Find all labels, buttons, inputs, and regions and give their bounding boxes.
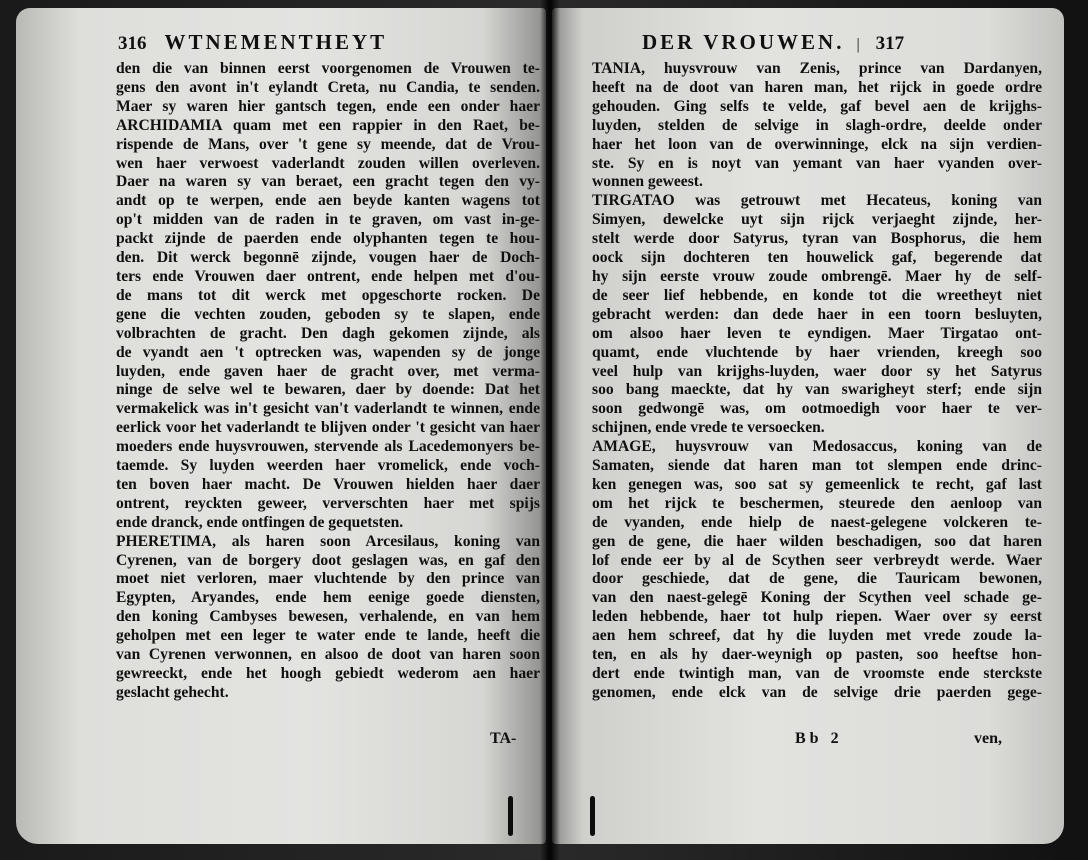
text-line: ARCHIDAMIA quam met een rappier in den Raet, be- bbox=[116, 116, 540, 134]
text-line: Samaten, siende dat haren man tot slempen ende drinc- bbox=[592, 457, 1042, 475]
text-line: de seer lief hebbende, en konde tot die wreetheyt niet bbox=[592, 286, 1042, 304]
text-line: ste. Sy en is noyt van yemant van haer vyanden over- bbox=[592, 154, 1042, 172]
text-line: TIRGATAO was getrouwt met Hecateus, koning van bbox=[592, 192, 1042, 210]
text-line: TANIA, huysvrouw van Zenis, prince van Dardanyen, bbox=[592, 60, 1042, 77]
text-line: leden hebbende, haer tot hulp riepen. Waer over sy eerst bbox=[592, 608, 1042, 626]
text-line: geslacht gehecht. bbox=[116, 683, 229, 701]
running-head: WTNEMENTHEYT bbox=[164, 30, 388, 54]
signature-mark: Bb 2 bbox=[795, 730, 843, 747]
text-line: packt zijnde de paerden ende olyphanten tegen te hou- bbox=[116, 230, 540, 248]
text-line: lof ende eer by al de Scythen seer verbreydt werde. Waer bbox=[592, 551, 1042, 569]
text-line: den koning Cambyses bewesen, verhalende, en van hem bbox=[116, 608, 540, 626]
text-line: andt op te werpen, ende aen beyde kanten wagens tot bbox=[116, 192, 540, 210]
text-line: vermakelick was in't gesicht van't vaderlandt te winnen, ende bbox=[116, 400, 540, 418]
running-head: DER VROUWEN. bbox=[642, 30, 845, 54]
text-line: veel hulp van krijghs-luyden, waer door sy het Satyrus bbox=[592, 362, 1042, 380]
page-number: 317 bbox=[875, 33, 905, 54]
text-line: quamt, ende vluchtende by haer vrienden, kreegh soo bbox=[592, 343, 1042, 361]
text-line: genomen, ende elck van de selvige drie paerden gege- bbox=[592, 683, 1042, 701]
text-line: hy sijn eerste vrouw zoude ombrengē. Maer hy de self- bbox=[592, 267, 1042, 285]
left-page-text bbox=[116, 60, 540, 703]
text-line: ninge de selve wel te bewaren, daer by doende: Dat het bbox=[116, 381, 540, 399]
text-line: van den naest-gelegē Koning der Scythen veel schade ge- bbox=[592, 589, 1042, 607]
text-line: ende dranck, ende ontfingen de gequetsten. bbox=[116, 513, 404, 531]
left-page-header bbox=[118, 30, 538, 55]
text-line: soo bang maeckte, dat hy van swarigheyt sterf; ende sijn bbox=[592, 381, 1042, 399]
text-line: AMAGE, huysvrouw van Medosaccus, koning van de bbox=[592, 438, 1042, 456]
text-line: aen hem schreef, dat hy die luyden met vrede zoude la- bbox=[592, 627, 1042, 645]
text-line: om alsoo haer leven te eyndigen. Maer Tirgatao ont- bbox=[592, 324, 1042, 342]
text-line: de mans tot dit werck met opgeschorte rocken. De bbox=[116, 286, 540, 304]
text-line: den. Dit werck begonnē zijnde, vougen haer de Doch- bbox=[116, 249, 540, 267]
right-page bbox=[552, 8, 1064, 844]
text-line: gewreeckt, ende het hoogh gebiedt wederom aen haer bbox=[116, 665, 540, 682]
text-line: gene die vechten zouden, geboden sy te slapen, ende bbox=[116, 305, 540, 323]
text-line: PHERETIMA, als haren soon Arcesilaus, koning van bbox=[116, 532, 540, 550]
text-line: ken genegen was, soo sat sy gemeenlick te recht, gaf last bbox=[592, 475, 1042, 493]
text-line: gebracht werden: dan dede haer in een toorn besluyten, bbox=[592, 305, 1042, 323]
binding-thread bbox=[508, 796, 513, 836]
text-line: stelt werde door Satyrus, tyran van Bosphorus, die hem bbox=[592, 230, 1042, 248]
text-line: Cyrenen, van de borgery doot geslagen was, en gaf den bbox=[116, 551, 540, 569]
text-line: ters ende Vrouwen daer ontrent, ende helpen met d'ou- bbox=[116, 267, 540, 285]
text-line: de vyanden, ende hielp de naest-gelegene volckeren te- bbox=[592, 513, 1042, 531]
catchword: ven, bbox=[974, 730, 1002, 747]
text-line: Maer sy waren hier gantsch tegen, ende een onder haer bbox=[116, 97, 540, 115]
text-line: door geschiede, dat de gene, die Tauricam bewonen, bbox=[592, 570, 1042, 588]
text-line: ontrent, reyckten geweer, ververschten haer met spijs bbox=[116, 494, 540, 512]
text-line: ten boven haer macht. De Vrouwen hielden haer daer bbox=[116, 475, 540, 493]
text-line: eerlick voor het vaderlandt te blijven onder 't gesicht van haer bbox=[116, 419, 540, 437]
text-line: op't midden van de raden in te graven, om vast in-ge- bbox=[116, 211, 540, 229]
text-line: gens den avont in't eylandt Creta, nu Candia, te senden. bbox=[116, 78, 540, 96]
text-line: oock sijn dochteren ten houwelick gaf, begerende dat bbox=[592, 249, 1042, 267]
text-line: haer het loon van de overwinninge, elck na sijn verdien- bbox=[592, 135, 1042, 153]
text-line: heeft na de doot van haren man, het rijck in goede ordre bbox=[592, 78, 1042, 96]
page-number: 316 bbox=[118, 33, 147, 54]
text-line: moet niet verloren, maer vluchtende by den prince van bbox=[116, 570, 540, 588]
right-page-text bbox=[592, 60, 1042, 703]
text-line: van Cyrenen verwonnen, en alsoo de doot van haren soon bbox=[116, 646, 540, 664]
header-separator: | bbox=[856, 36, 860, 53]
text-line: gehouden. Ging selfs te velde, gaf bevel aen de krijghs- bbox=[592, 97, 1042, 115]
text-line: de vyandt aen 't optrecken was, wapenden sy de jonge bbox=[116, 343, 540, 361]
text-line: ten, en als hy daer-weynigh op pasten, soo heeftse hon- bbox=[592, 646, 1042, 664]
text-line: moeders ende huysvrouwen, stervende als Lacedemonyers be- bbox=[116, 438, 540, 456]
text-line: taemde. Sy luyden weerden haer vromelick, ende voch- bbox=[116, 457, 540, 475]
text-line: schijnen, ende vrede te versoecken. bbox=[592, 419, 825, 437]
text-line: den die van binnen eerst voorgenomen de Vrouwen te- bbox=[116, 60, 540, 77]
right-page-header bbox=[642, 30, 1042, 55]
text-line: Daer na waren sy van beraet, een gracht tegen den vy- bbox=[116, 173, 540, 191]
text-line: Egypten, Aryandes, ende hem eenige goede diensten, bbox=[116, 589, 540, 607]
text-line: om het rijck te beschermen, steurede den aenloop van bbox=[592, 494, 1042, 512]
binding-thread bbox=[590, 796, 595, 836]
left-page bbox=[16, 8, 546, 844]
book-gutter bbox=[540, 0, 560, 860]
text-line: gen de gene, die haer wilden beschadigen, soo dat haren bbox=[592, 532, 1042, 550]
text-line: geholpen met een leger te water ende te lande, heeft die bbox=[116, 627, 540, 645]
text-line: Simyen, dewelcke uyt sijn rijck verjaeght zijnde, her- bbox=[592, 211, 1042, 229]
text-line: dert ende twintigh man, van de vroomste ende sterckste bbox=[592, 665, 1042, 682]
text-line: wen haer verwoest vaderlandt zouden willen overleven. bbox=[116, 154, 540, 172]
text-line: wonnen geweest. bbox=[592, 173, 703, 191]
text-line: luyden, stelden de selvige in slagh-ordre, deelde onder bbox=[592, 116, 1042, 134]
text-line: rispende de Mans, over 't gene sy meende, dat de Vrou- bbox=[116, 135, 540, 153]
text-line: luyden, ende gaven haer de gracht over, met verma- bbox=[116, 362, 540, 380]
text-line: soon gedwongē was, om ootmoedigh voor haer te ver- bbox=[592, 400, 1042, 418]
catchword: TA- bbox=[490, 730, 517, 747]
text-line: volbrachten de gracht. Den dagh gekomen zijnde, als bbox=[116, 324, 540, 342]
